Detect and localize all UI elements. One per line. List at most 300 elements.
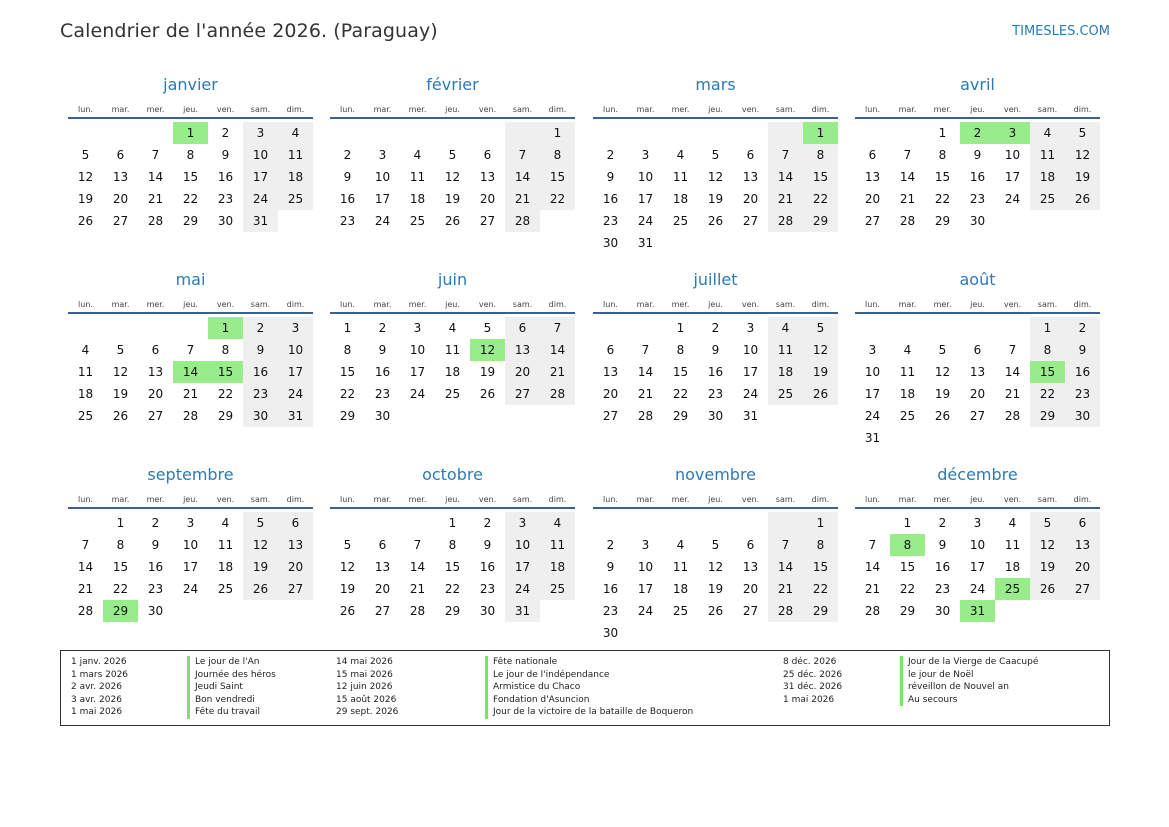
day-cell: 1 (540, 122, 575, 144)
week-row (855, 578, 1100, 600)
empty-cell (733, 622, 768, 644)
empty-cell (960, 317, 995, 339)
empty-cell (330, 512, 365, 534)
day-cell: 21 (540, 361, 575, 383)
weekday-header (593, 100, 838, 119)
day-cell: 7 (641, 343, 650, 357)
empty-cell (103, 317, 138, 339)
day-cell: 25 (444, 387, 461, 401)
day-cell: 4 (768, 317, 803, 339)
day-cell: 23 (147, 582, 164, 596)
week-row (330, 317, 575, 339)
day-cell: 7 (151, 148, 160, 162)
empty-cell (1030, 210, 1065, 232)
day-cell: 1 (116, 516, 125, 530)
day-cell: 2 (606, 538, 615, 552)
empty-cell (995, 317, 1030, 339)
weekday-label: lun. (340, 300, 355, 309)
empty-cell (470, 122, 505, 144)
weekday-label: jeu. (445, 300, 460, 309)
day-cell: 30 (969, 214, 986, 228)
month-6 (330, 265, 575, 427)
day-cell: 21 (768, 188, 803, 210)
weekday-label: ven. (478, 300, 497, 309)
empty-cell (663, 622, 698, 644)
day-cell: 23 (217, 192, 234, 206)
day-cell: 30 (217, 214, 234, 228)
day-cell: 27 (742, 604, 759, 618)
weekday-label: dim. (548, 105, 567, 114)
day-cell: 13 (374, 560, 391, 574)
day-cell: 4 (1008, 516, 1017, 530)
empty-cell (1030, 600, 1065, 622)
week-row (330, 600, 575, 622)
day-cell: 12 (243, 534, 278, 556)
week-row (593, 122, 838, 144)
day-cell: 21 (409, 582, 426, 596)
holiday-date: 1 mars 2026 (71, 669, 129, 680)
day-cell: 22 (934, 192, 951, 206)
weekday-header (855, 100, 1100, 119)
day-cell: 21 (1004, 387, 1021, 401)
day-cell: 2 (938, 516, 947, 530)
weekday-header (593, 295, 838, 314)
day-cell: 21 (768, 578, 803, 600)
day-cell: 21 (637, 387, 654, 401)
day-cell: 12 (1065, 144, 1100, 166)
week-row (330, 122, 575, 144)
day-cell: 7 (768, 534, 803, 556)
day-cell: 23 (707, 387, 724, 401)
day-cell: 20 (479, 192, 496, 206)
day-cell: 14 (768, 166, 803, 188)
weekday-label: lun. (78, 495, 93, 504)
week-row (68, 188, 313, 210)
week-row (330, 144, 575, 166)
week-row (330, 512, 575, 534)
day-cell: 9 (1065, 339, 1100, 361)
day-cell: 4 (1030, 122, 1065, 144)
day-cell: 3 (243, 122, 278, 144)
day-cell: 28 (768, 210, 803, 232)
weekday-header (855, 295, 1100, 314)
holiday-date: 8 déc. 2026 (783, 657, 837, 667)
week-row (330, 556, 575, 578)
day-cell: 1 (208, 317, 243, 339)
day-cell: 4 (448, 321, 457, 335)
weekday-label: lun. (603, 105, 618, 114)
day-cell: 28 (768, 600, 803, 622)
day-cell: 5 (116, 343, 125, 357)
day-cell: 15 (540, 166, 575, 188)
day-cell: 17 (637, 192, 654, 206)
day-cell: 12 (444, 170, 461, 184)
weekday-label: mar. (636, 300, 655, 309)
day-cell: 14 (147, 170, 164, 184)
day-cell: 15 (803, 166, 838, 188)
day-cell: 13 (602, 365, 619, 379)
empty-cell (1065, 210, 1100, 232)
day-cell: 22 (112, 582, 129, 596)
day-cell: 11 (672, 560, 689, 574)
week-row (68, 210, 313, 232)
day-cell: 14 (768, 556, 803, 578)
holiday-dates-column (71, 656, 128, 719)
day-cell: 2 (606, 148, 615, 162)
day-cell: 27 (112, 214, 129, 228)
weekday-label: sam. (1037, 495, 1058, 504)
day-cell: 16 (217, 170, 234, 184)
day-cell: 25 (899, 409, 916, 423)
day-cell: 10 (1004, 148, 1021, 162)
month-name: août (959, 270, 996, 289)
week-row (593, 534, 838, 556)
empty-cell (768, 122, 803, 144)
day-cell: 26 (707, 604, 724, 618)
day-cell: 9 (343, 170, 352, 184)
day-cell: 16 (602, 192, 619, 206)
day-cell: 8 (676, 343, 685, 357)
day-cell: 1 (343, 321, 352, 335)
day-cell: 12 (77, 170, 94, 184)
holiday-names-column (485, 656, 693, 719)
day-cell: 30 (602, 236, 619, 250)
day-cell: 26 (1030, 578, 1065, 600)
weekday-label: lun. (865, 105, 880, 114)
day-cell: 27 (969, 409, 986, 423)
day-cell: 27 (505, 383, 540, 405)
day-cell: 17 (505, 556, 540, 578)
month-12 (855, 460, 1100, 622)
day-cell: 8 (540, 144, 575, 166)
week-row (68, 534, 313, 556)
day-cell: 12 (339, 560, 356, 574)
empty-cell (68, 512, 103, 534)
day-cell: 3 (186, 516, 195, 530)
day-cell: 3 (278, 317, 313, 339)
day-cell: 9 (606, 560, 615, 574)
empty-cell (890, 122, 925, 144)
day-cell: 22 (444, 582, 461, 596)
day-cell: 21 (899, 192, 916, 206)
day-cell: 31 (637, 236, 654, 250)
day-cell: 11 (899, 365, 916, 379)
weekday-header (68, 490, 313, 509)
weekday-label: mar. (111, 105, 130, 114)
weekday-label: ven. (741, 495, 760, 504)
day-cell: 15 (1030, 361, 1065, 383)
month-name: mai (175, 270, 206, 289)
day-cell: 12 (112, 365, 129, 379)
week-row (593, 600, 838, 622)
empty-cell (435, 122, 470, 144)
day-cell: 7 (505, 144, 540, 166)
day-cell: 20 (374, 582, 391, 596)
empty-cell (593, 512, 628, 534)
weekday-label: sam. (775, 300, 796, 309)
site-link[interactable]: TIMESLES.COM (1012, 24, 1110, 39)
weekday-label: jeu. (445, 495, 460, 504)
day-cell: 18 (278, 166, 313, 188)
holiday-dates-column (783, 656, 842, 706)
day-cell: 2 (151, 516, 160, 530)
day-cell: 4 (221, 516, 230, 530)
day-cell: 5 (1030, 512, 1065, 534)
day-cell: 22 (540, 188, 575, 210)
empty-cell (505, 122, 540, 144)
weekday-label: mar. (111, 495, 130, 504)
empty-cell (400, 405, 435, 427)
week-row (68, 339, 313, 361)
empty-cell (435, 405, 470, 427)
day-cell: 4 (676, 148, 685, 162)
day-cell: 11 (1030, 144, 1065, 166)
week-row (593, 578, 838, 600)
day-cell: 27 (374, 604, 391, 618)
weekday-label: jeu. (708, 300, 723, 309)
day-cell: 20 (602, 387, 619, 401)
day-cell: 5 (81, 148, 90, 162)
weekday-label: mar. (373, 300, 392, 309)
day-cell: 16 (147, 560, 164, 574)
empty-cell (663, 122, 698, 144)
empty-cell (925, 317, 960, 339)
day-cell: 26 (339, 604, 356, 618)
day-cell: 19 (339, 582, 356, 596)
empty-cell (698, 512, 733, 534)
empty-cell (540, 600, 575, 622)
week-row (593, 210, 838, 232)
day-cell: 5 (938, 343, 947, 357)
week-row (593, 166, 838, 188)
day-cell: 25 (278, 188, 313, 210)
day-cell: 11 (672, 170, 689, 184)
week-row (68, 405, 313, 427)
day-cell: 17 (864, 387, 881, 401)
day-cell: 23 (374, 387, 391, 401)
day-cell: 2 (711, 321, 720, 335)
weekday-label: jeu. (183, 300, 198, 309)
weekday-label: mer. (408, 105, 427, 114)
week-row (855, 600, 1100, 622)
holiday-name: Fête nationale (485, 656, 693, 669)
day-cell: 10 (278, 339, 313, 361)
day-cell: 18 (672, 582, 689, 596)
day-cell: 9 (221, 148, 230, 162)
day-cell: 19 (112, 387, 129, 401)
day-cell: 12 (934, 365, 951, 379)
day-cell: 25 (995, 578, 1030, 600)
week-row (855, 339, 1100, 361)
day-cell: 2 (343, 148, 352, 162)
day-cell: 3 (641, 148, 650, 162)
day-cell: 15 (672, 365, 689, 379)
weekday-header (330, 490, 575, 509)
page-title: Calendrier de l'année 2026. (Paraguay) (60, 20, 438, 42)
month-name: septembre (147, 465, 234, 484)
weekday-label: dim. (286, 495, 305, 504)
day-cell: 17 (243, 166, 278, 188)
weekday-label: ven. (216, 495, 235, 504)
day-cell: 18 (444, 365, 461, 379)
weekday-label: mer. (671, 105, 690, 114)
day-cell: 20 (278, 556, 313, 578)
day-cell: 1 (173, 122, 208, 144)
day-cell: 12 (1030, 534, 1065, 556)
weekday-label: dim. (1073, 300, 1092, 309)
weekday-label: sam. (512, 105, 533, 114)
day-cell: 6 (746, 148, 755, 162)
day-cell: 31 (960, 600, 995, 622)
weekday-label: ven. (1003, 495, 1022, 504)
empty-cell (593, 122, 628, 144)
day-cell: 7 (81, 538, 90, 552)
month-name: novembre (674, 465, 757, 484)
day-cell: 6 (1065, 512, 1100, 534)
empty-cell (663, 512, 698, 534)
weekday-label: lun. (603, 495, 618, 504)
day-cell: 18 (77, 387, 94, 401)
month-2 (330, 70, 575, 232)
day-cell: 10 (374, 170, 391, 184)
weekday-label: dim. (548, 495, 567, 504)
day-cell: 11 (540, 534, 575, 556)
weekday-label: mer. (146, 300, 165, 309)
day-cell: 13 (969, 365, 986, 379)
month-4 (855, 70, 1100, 232)
month-8 (855, 265, 1100, 449)
empty-cell (733, 232, 768, 254)
empty-cell (103, 122, 138, 144)
day-cell: 27 (864, 214, 881, 228)
day-cell: 22 (217, 387, 234, 401)
day-cell: 7 (186, 343, 195, 357)
day-cell: 10 (864, 365, 881, 379)
day-cell: 9 (711, 343, 720, 357)
day-cell: 16 (479, 560, 496, 574)
day-cell: 11 (409, 170, 426, 184)
holiday-name: réveillon de Nouvel an (900, 681, 1038, 694)
holiday-name: Le jour de l'An (187, 656, 276, 669)
day-cell: 25 (768, 383, 803, 405)
week-row (68, 166, 313, 188)
day-cell: 1 (448, 516, 457, 530)
day-cell: 8 (448, 538, 457, 552)
day-cell: 16 (339, 192, 356, 206)
holiday-name: Au secours (900, 694, 1038, 707)
day-cell: 4 (278, 122, 313, 144)
day-cell: 9 (973, 148, 982, 162)
day-cell: 19 (77, 192, 94, 206)
weekday-header (855, 490, 1100, 509)
day-cell: 15 (934, 170, 951, 184)
day-cell: 8 (186, 148, 195, 162)
weekday-label: dim. (286, 105, 305, 114)
month-name: juillet (693, 270, 738, 289)
day-cell: 30 (147, 604, 164, 618)
weekday-header (330, 100, 575, 119)
weekday-label: lun. (340, 105, 355, 114)
day-cell: 19 (803, 361, 838, 383)
weekday-label: dim. (1073, 105, 1092, 114)
weekday-label: mer. (408, 300, 427, 309)
day-cell: 13 (1065, 534, 1100, 556)
weekday-label: dim. (811, 105, 830, 114)
day-cell: 21 (505, 188, 540, 210)
day-cell: 5 (803, 317, 838, 339)
empty-cell (768, 232, 803, 254)
day-cell: 25 (540, 578, 575, 600)
day-cell: 5 (711, 148, 720, 162)
day-cell: 10 (505, 534, 540, 556)
day-cell: 5 (1065, 122, 1100, 144)
weekday-header (330, 295, 575, 314)
weekday-label: mar. (636, 495, 655, 504)
day-cell: 6 (868, 148, 877, 162)
day-cell: 14 (637, 365, 654, 379)
empty-cell (330, 122, 365, 144)
weekday-label: mer. (408, 495, 427, 504)
day-cell: 29 (217, 409, 234, 423)
day-cell: 28 (77, 604, 94, 618)
day-cell: 8 (221, 343, 230, 357)
empty-cell (1030, 427, 1065, 449)
day-cell: 29 (339, 409, 356, 423)
day-cell: 4 (676, 538, 685, 552)
week-row (330, 210, 575, 232)
day-cell: 31 (505, 600, 540, 622)
weekday-label: ven. (216, 105, 235, 114)
empty-cell (995, 427, 1030, 449)
empty-cell (68, 317, 103, 339)
day-cell: 24 (374, 214, 391, 228)
day-cell: 30 (934, 604, 951, 618)
day-cell: 26 (77, 214, 94, 228)
day-cell: 20 (112, 192, 129, 206)
weekday-label: mar. (111, 300, 130, 309)
day-cell: 14 (899, 170, 916, 184)
month-name: janvier (163, 75, 218, 94)
month-name: mars (695, 75, 736, 94)
day-cell: 22 (1030, 383, 1065, 405)
week-row (593, 188, 838, 210)
weekday-label: ven. (1003, 300, 1022, 309)
day-cell: 5 (243, 512, 278, 534)
day-cell: 26 (479, 387, 496, 401)
day-cell: 15 (803, 556, 838, 578)
week-row (68, 383, 313, 405)
day-cell: 28 (409, 604, 426, 618)
day-cell: 13 (505, 339, 540, 361)
day-cell: 8 (890, 534, 925, 556)
day-cell: 10 (742, 343, 759, 357)
day-cell: 1 (1030, 317, 1065, 339)
holiday-date: 1 mai 2026 (71, 707, 123, 718)
empty-cell (698, 232, 733, 254)
empty-cell (278, 600, 313, 622)
month-1 (68, 70, 313, 232)
day-cell: 11 (1004, 538, 1021, 552)
week-row (855, 144, 1100, 166)
weekday-label: dim. (286, 300, 305, 309)
day-cell: 17 (637, 582, 654, 596)
empty-cell (803, 405, 838, 427)
day-cell: 20 (742, 582, 759, 596)
holiday-date: 25 déc. 2026 (783, 669, 843, 680)
day-cell: 28 (147, 214, 164, 228)
day-cell: 22 (339, 387, 356, 401)
holiday-name: Journée des héros (187, 669, 276, 682)
